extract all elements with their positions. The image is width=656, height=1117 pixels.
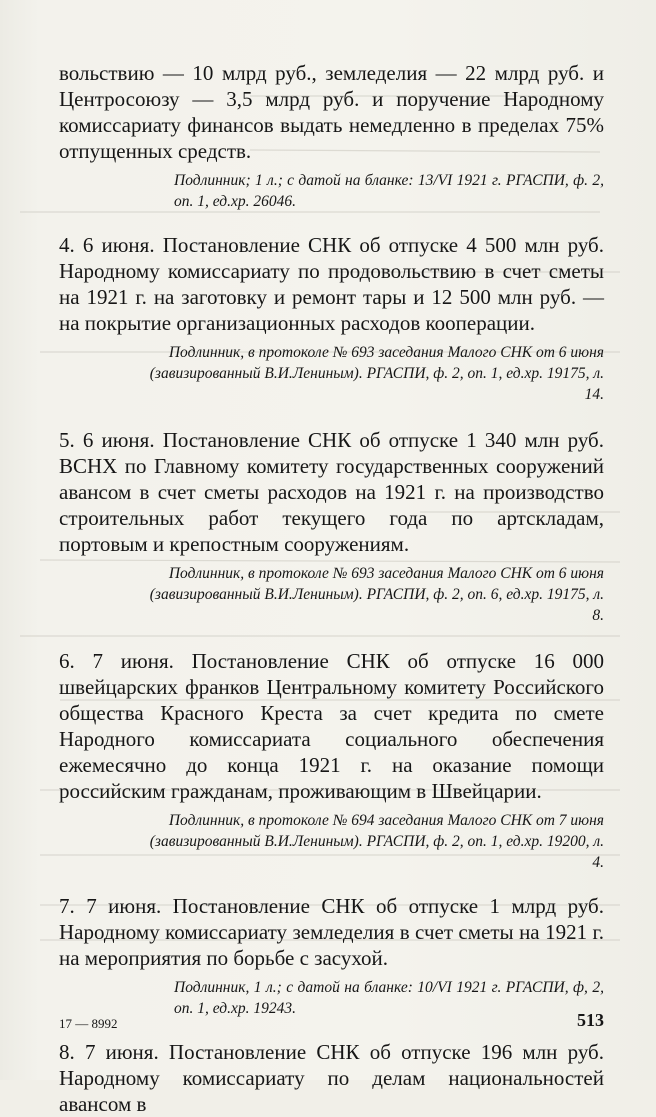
page-number: 513 bbox=[577, 1010, 604, 1030]
document-text bbox=[59, 60, 604, 1117]
entry-body: 7. 7 июня. Постановление СНК об отпуске 1 млрд руб. Народному комиссариату земледелия в счет сметы на 1921 г. на мероприятия по борьбе с засухой. bbox=[59, 894, 604, 970]
archival-source: Подлинник, в протоколе № 693 заседания Малого СНК от 6 июня (завизированный В.И.Лениным). РГАСПИ, ф. 2, оп. 1, ед.хр. 19175, л. 14. bbox=[149, 344, 604, 403]
archival-source: Подлинник, в протоколе № 693 заседания Малого СНК от 6 июня (завизированный В.И.Лениным). РГАСПИ, ф. 2, оп. 6, ед.хр. 19175, л. 8. bbox=[149, 565, 604, 624]
entry-body: 5. 6 июня. Постановление СНК об отпуске 1 340 млн руб. ВСНХ по Главному комитету государственных сооружений авансом в счет сметы расходов на 1921 г. на производство строительных работ текущего года по артскладам, портовым и крепостным сооружениям. bbox=[59, 428, 604, 556]
archival-source: Подлинник, 1 л.; с датой на бланке: 10/VI 1921 г. РГАСПИ, ф, 2, оп. 1, ед.хр. 19243. bbox=[174, 979, 604, 1017]
printer-signature: 17 — 8992 bbox=[59, 1016, 118, 1031]
entry-body: вольствию — 10 млрд руб., земледелия — 22 млрд руб. и Центросоюзу — 3,5 млрд руб. и поручение Народному комиссариату финансов выдать немедленно в пределах 75% отпущенных средств. bbox=[59, 61, 604, 163]
entry-5 bbox=[59, 427, 604, 626]
archival-source: Подлинник; 1 л.; с датой на бланке: 13/VI 1921 г. РГАСПИ, ф. 2, оп. 1, ед.хр. 26046. bbox=[174, 172, 604, 210]
entry-6 bbox=[59, 648, 604, 873]
entry-body: 4. 6 июня. Постановление СНК об отпуске 4 500 млн руб. Народному комиссариату по продовольствию в счет сметы на 1921 г. на заготовку и ремонт тары и 12 500 млн руб. — на покрытие организационных расходов кооперации. bbox=[59, 233, 604, 335]
entry-body: 6. 7 июня. Постановление СНК об отпуске 16 000 швейцарских франков Центральному комитету Российского общества Красного Креста за счет кредита по смете Народного комиссариата социального обеспечения ежемесячно до конца 1921 г. на оказание помощи российским гражданам, проживающим в Швейцарии. bbox=[59, 649, 604, 803]
archival-source: Подлинник, в протоколе № 694 заседания Малого СНК от 7 июня (завизированный В.И.Лениным). РГАСПИ, ф. 2, оп. 1, ед.хр. 19200, л. 4. bbox=[149, 812, 604, 871]
entry-7 bbox=[59, 893, 604, 1019]
entry-8 bbox=[59, 1039, 604, 1117]
page-footer bbox=[59, 1010, 604, 1034]
entry-4 bbox=[59, 232, 604, 405]
continued-entry bbox=[59, 60, 604, 212]
entry-body: 8. 7 июня. Постановление СНК об отпуске 196 млн руб. Народному комиссариату по делам национальностей авансом в bbox=[59, 1040, 604, 1116]
